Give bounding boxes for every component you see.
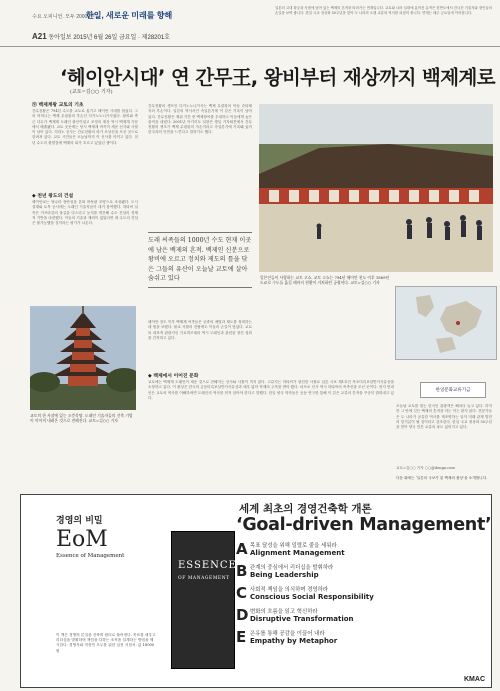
- pillar-english: Disruptive Transformation: [250, 615, 354, 623]
- series-intro-text: 일본의 고대 왕궁과 사찰에 남아 있는 백제의 흔적을 따라가는 연재입니다. 교토와 나라 일대에 흩어진 유적은 한반도에서 건너간 기술자와 장인들의 손길을 보여 줍니다. 한일 국교 정상화 50주년을 맞아 두 나라의 오랜 교류의 역사를 되짚어 봅니다. 연재는 매주 금요일에 이어집니다.: [275, 6, 492, 15]
- reporter-email: 교토=김○○ 기자 ○○@donga.com: [396, 466, 455, 470]
- pillar-korean: 목표 달성을 위해 일렬로 줄을 세워라: [250, 543, 337, 549]
- pillar-korean: 은유를 통해 공감을 이끌어 내라: [250, 631, 325, 637]
- article-column-2b: 헤이안 천도 이후 백제계 씨족들은 궁중의 예법과 제도를 정비하는 데 힘을 보탰다. 불교 사찰의 건립에도 이들의 손길이 닿았다. 교토의 대표적 관광지인 기요미즈데라 역시 도래인과 관련된 창건 설화를 간직하고 있다.: [148, 320, 252, 340]
- pillar-english: Alignment Management: [250, 549, 345, 557]
- book-cover-subtitle: OF MANAGEMENT: [178, 576, 230, 581]
- page-number: A21: [32, 32, 47, 41]
- ad-kicker: 세계 최초의 경영건축학 개론: [239, 503, 372, 515]
- pillar-letter: C: [236, 584, 248, 602]
- ad-title: ‘Goal-driven Management’: [236, 515, 492, 535]
- header-banner[interactable]: [32, 8, 202, 28]
- book-cover-title: ESSENCE: [178, 560, 237, 571]
- pagoda-photo: [30, 306, 136, 410]
- pillar-letter: A: [236, 540, 248, 558]
- pillar-letter: D: [236, 606, 249, 624]
- page-folio: [32, 32, 170, 41]
- header-banner-slogan: 한일, 새로운 미래를 향해: [86, 11, 173, 20]
- article-headline: ‘헤이안시대’ 연 간무王, 왕비부터 재상까지 백제계로: [60, 66, 496, 89]
- palace-caption: 일본인들이 사랑하는 교토 고쇼. 교토 고쇼는 794년 헤이안 천도 이후 1869년 도쿄로 수도를 옮길 때까지 천황이 거처하던 궁궐이다. 교토=김○○ 기자: [260, 275, 390, 285]
- book-advertisement[interactable]: [20, 494, 492, 688]
- list-item: [236, 605, 476, 627]
- pillar-english: Being Leadership: [250, 571, 319, 579]
- ad-description: 이 책은 경영의 본질을 건축의 원리로 풀어낸다. 목표를 세우고 리더십을 발휘하며 책임을 다하는 조직을 설계하는 방법을 제시한다. 경영자와 직장인 모두를 위한 실천 지침서. 값 18000원: [56, 633, 156, 653]
- article-column-1b: 헤이안쿄는 당나라 장안성을 본떠 바둑판 모양으로 조성됐다. 도시 설계와 토목 공사에는 도래인 기술자들이 대거 참여했다. 하타씨 일족은 가쓰라강의 물길을 다스리고 농지를 개간해 수도 건설의 경제적 기반을 마련했다. 이들의 기술과 재력이 없었다면 새 수도의 건설은 불가능했을 것이라는 평가가 나온다.: [32, 200, 138, 226]
- paper-name: 동아일보: [48, 35, 72, 41]
- pillar-korean: 사회적 책임을 의식하며 경영하라: [250, 587, 329, 593]
- pillar-english: Empathy by Metaphor: [250, 637, 338, 645]
- article-column-1: 간무천황은 794년 수도를 교토로 옮기고 헤이안 시대를 열었다. 그의 어머니는 백제 무령왕의 후손인 다카노노니가사였다. 왕비와 측근 다수가 백제계 도래인 출신이었고 조정의 재상 역시 백제계 가문에서 배출됐다. 교토 곳곳에는 당시 백제계 씨족이 세운 신사와 사찰이 남아 있다. 히라노 신사는 간무천황의 외가 조상신을 모신 곳으로 알려져 있다. 교토 시민들은 오늘날까지 이 신사를 아끼고 있다. 천년 수도의 출발점에 백제의 피가 흐르고 있었던 셈이다.: [32, 109, 138, 145]
- palace-illustration: [259, 104, 493, 272]
- kyoto-palace-photo: [259, 104, 493, 272]
- article-byline: (교토=김○○ 기자): [70, 89, 113, 95]
- ad-left-title: 경영의 비밀: [56, 516, 103, 526]
- header-banner-small: 수요 오피니언. 모두 20000원: [32, 14, 95, 20]
- pillar-korean: 관계의 중심에서 리더십을 발휘하라: [250, 565, 334, 571]
- section-heading-1: ⑨ 백제계왕 교토의 기초: [32, 102, 84, 108]
- eom-subtitle: Essence of Management: [56, 553, 125, 559]
- article-column-2: 간무천황의 생모인 다카노노니가사는 백제 무령왕의 아들 순타태자의 후손이다. 일본의 역사서인 속일본기에 이 같은 기록이 남아 있다. 간무천황은 재위 기간 중 백제왕씨를 우대하고 이들에게 높은 관직을 내렸다. 2001년 아키히토 일왕은 생일 기자회견에서 간무천황의 생모가 백제 무령왕의 자손이라고 속일본기에 기록돼 있어 한국과의 인연을 느낀다고 말하기도 했다.: [148, 104, 252, 135]
- list-item: [236, 583, 476, 605]
- kyoto-marker-icon: [456, 321, 460, 325]
- issue-date: 2015년 6월 26일 금요일 · 제28201호: [73, 35, 170, 41]
- pagoda-caption: 교토의 한 사찰에 있는 오층목탑. 도래인 기술자들의 건축 기법이 이어져 내려온 것으로 전해진다. 교토=김○○ 기자: [30, 413, 133, 423]
- kmac-logo: KMAC: [464, 676, 485, 683]
- article-lower-column: 교토에는 백제계 도래인이 세운 것으로 전해지는 신사와 사찰이 적지 않다. 고류지는 하타씨가 창건한 사찰로 일본 국보 제1호인 목조미륵보살반가사유상을 소장하고 있다. 이 불상은 한국의 금동미륵보살반가사유상과 매우 닮아 학계의 주목을 받아 왔다. 마쓰오 신사 역시 하타씨의 씨족신을 모신 곳이다. 현지 안내인은 교토의 역사를 이해하려면 도래인의 역사를 먼저 알아야 한다고 말했다. 한일 양국 학자들은 공동 연구를 통해 이 같은 교류의 흔적을 꾸준히 밝혀내고 있다.: [148, 380, 394, 400]
- ad-pillars-list: [236, 539, 476, 649]
- pull-quote: 도래 씨족들의 1000년 수도 현재 이곳에 남은 백제의 흔적. 백제인 신분으로 왕비에 오르고 정치와 제도의 틀을 닦은 그들의 유산이 오늘날 교토에 살아 숨쉬고 있다: [148, 232, 252, 288]
- pillar-korean: 변화의 흐름을 읽고 혁신하라: [250, 609, 318, 615]
- japan-map-illustration: [396, 287, 496, 359]
- section-heading-2: ◆ 천년 왕도의 건설: [32, 193, 74, 199]
- pillar-english: Conscious Social Responsibility: [250, 593, 374, 601]
- list-item: [236, 627, 476, 649]
- list-item: [236, 539, 476, 561]
- kyoto-location-map: [395, 286, 497, 360]
- list-item: [236, 561, 476, 583]
- eom-logo: EoM: [56, 527, 108, 552]
- next-episode-note: 다음 회에는 ‘일본의 국보가 된 백제의 불상’을 소개합니다.: [396, 476, 488, 480]
- article-right-column: 오늘날 교토를 찾는 한국인 관광객은 해마다 늘고 있다. 하지만 그 안에 깃든 백제의 흔적을 아는 이는 많지 않다. 전문가들은 두 나라가 공유한 역사를 재조명하는 일이 미래 관계 발전의 밑거름이 될 것이라고 강조한다. 한일 국교 정상화 50주년을 맞아 양국 민간 교류의 폭도 넓어지고 있다.: [396, 404, 492, 430]
- section-heading-3: ◆ 백제에서 이어진 문화: [148, 373, 199, 379]
- masthead-strip: [0, 0, 500, 47]
- pillar-letter: E: [236, 628, 247, 646]
- pagoda-illustration: [30, 306, 136, 410]
- pillar-letter: B: [236, 562, 248, 580]
- sponsor-logo: 한일문화교류기금: [420, 382, 486, 398]
- book-cover: [171, 531, 235, 669]
